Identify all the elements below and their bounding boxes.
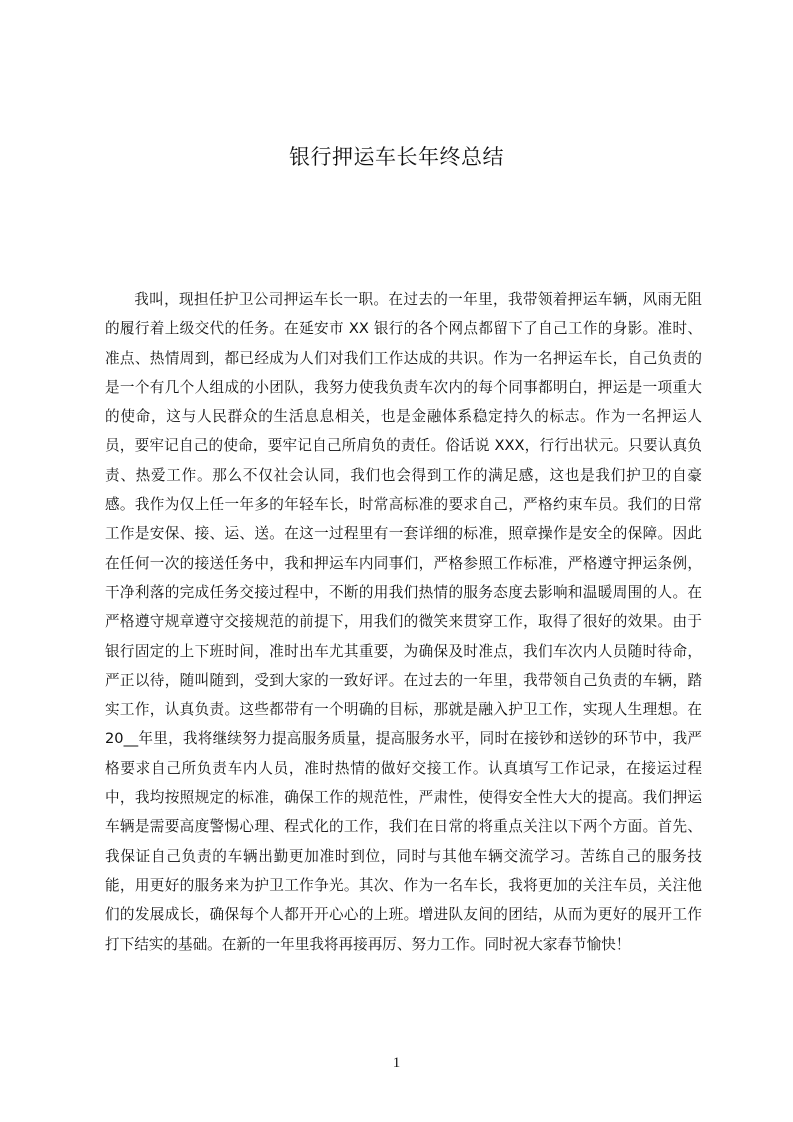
page-number: 1 [392,1055,401,1071]
document-title: 银行押运车长年终总结 [289,145,504,169]
body-paragraph: 我叫，现担任护卫公司押运车长一职。在过去的一年里，我带领着押运车辆，风雨无阻的履行着上级交代的任务。在延安市 XX 银行的各个网点都留下了自己工作的身影。准时、准点、热情周到，都已经成为人们对我们工作达成的共识。作为一名押运车长，自己负责的是一个有几个人组成的小团队，我努力使我负责车次内的每个同事都明白，押运是一项重大的使命，这与人民群众的生活息息相关，也是金融体系稳定持久的标志。作为一名押运人员，要牢记自己的使命，要牢记自己所肩负的责任。俗话说 XXX，行行出状元。只要认真负责、热爱工作。那么不仅社会认同，我们也会得到工作的满足感，这也是我们护卫的自豪感。我作为仅上任一年多的年轻车长，时常高标准的要求自己，严格约束车员。我们的日常工作是安保、接、运、送。在这一过程里有一套详细的标准，照章操作是安全的保障。因此在任何一次的接送任务中，我和押运车内同事们，严格参照工作标准，严格遵守押运条例，干净利落的完成任务交接过程中，不断的用我们热情的服务态度去影响和温暖周围的人。在严格遵守规章遵守交接规范的前提下，用我们的微笑来贯穿工作，取得了很好的效果。由于银行固定的上下班时间，准时出车尤其重要，为确保及时准点，我们车次内人员随时待命，严正以待，随叫随到，受到大家的一致好评。在过去的一年里，我带领自己负责的车辆，踏实工作，认真负责。这些都带有一个明确的目标，那就是融入护卫工作，实现人生理想。在 20__年里，我将继续努力提高服务质量，提高服务水平，同时在接钞和送钞的环节中，我严格要求自己所负责车内人员，准时热情的做好交接工作。认真填写工作记录，在接运过程中，我均按照规定的标准，确保工作的规范性，严肃性，使得安全性大大的提高。我们押运车辆是需要高度警惕心理、程式化的工作，我们在日常的将重点关注以下两个方面。首先、我保证自己负责的车辆出勤更加准时到位，同时与其他车辆交流学习。苦练自己的服务技能，用更好的服务来为护卫工作争光。其次、作为一名车长，我将更加的关注车员，关注他们的发展成长，确保每个人都开开心心的上班。增进队友间的团结，从而为更好的展开工作打下结实的基础。在新的一年里我将再接再厉、努力工作。同时祝大家春节愉快！ [105,291,702,953]
